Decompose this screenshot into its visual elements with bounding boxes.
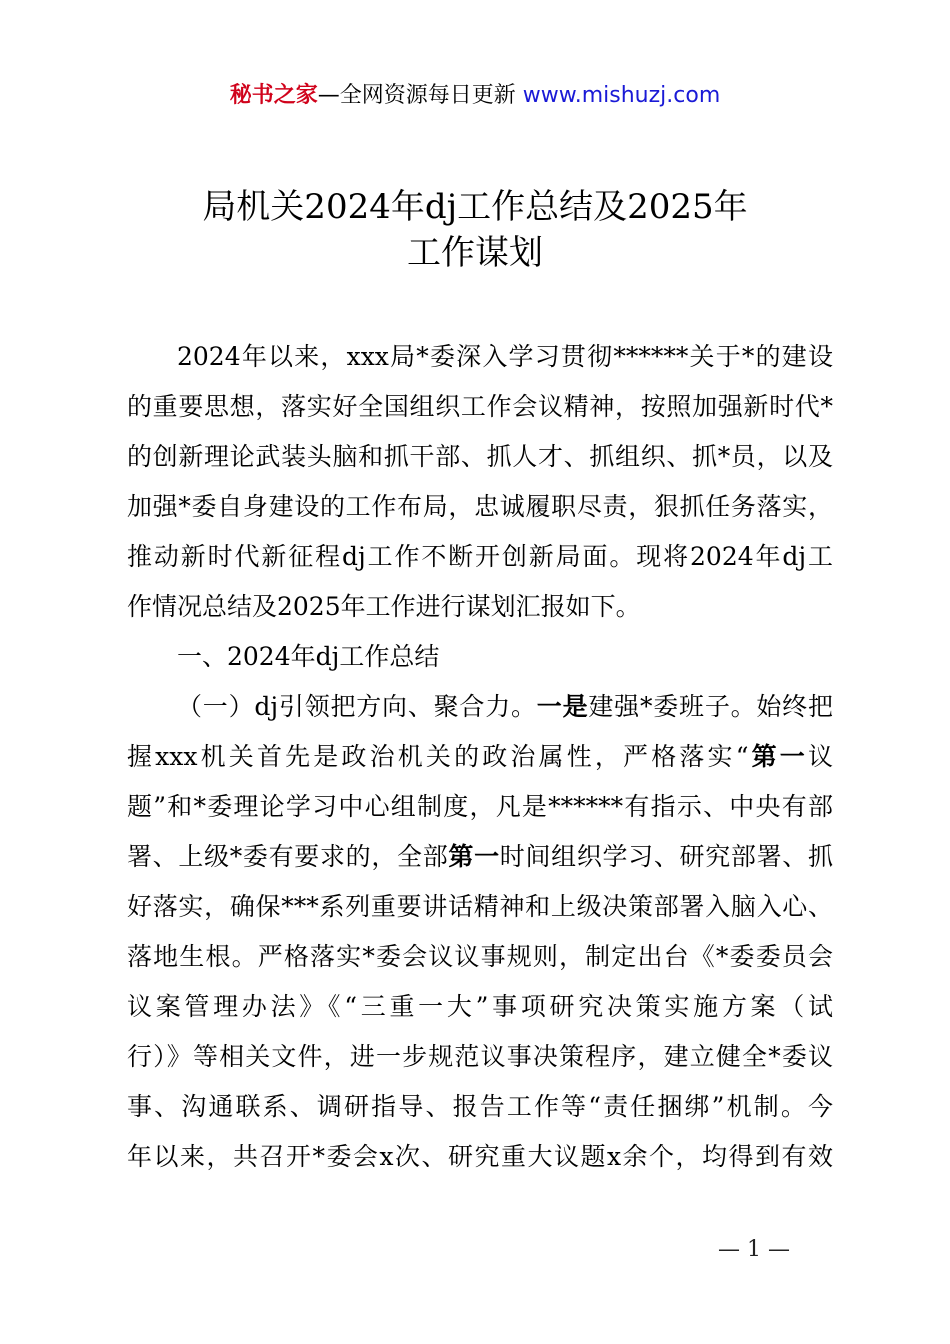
bold-term: 第一 — [448, 842, 500, 871]
para2-line-7: 议案管理办法》《“三重一大”事项研究决策实施方案（试 — [127, 992, 833, 1021]
document-body — [127, 332, 833, 1182]
para2-line-10: 年以来，共召开*委会x次、研究重大议题x余个，均得到有效 — [127, 1142, 833, 1171]
title-line-2: 工作谋划 — [407, 233, 543, 273]
site-header — [0, 80, 950, 112]
section-heading-1: 一、2024年dj工作总结 — [177, 642, 440, 671]
para1-line-2: 的重要思想，落实好全国组织工作会议精神，按照加强新时代* — [127, 392, 833, 421]
para2-line-3: 题”和*委理论学习中心组制度，凡是******有指示、中央有部 — [127, 792, 833, 821]
page-number: — 1 — — [718, 1237, 790, 1262]
para2-line-6: 落地生根。严格落实*委会议议事规则，制定出台《*委委员会 — [127, 942, 833, 971]
bold-marker-first: 一是 — [536, 692, 589, 721]
para2-line-2 — [127, 732, 833, 782]
para2-text: 建强*委班子。始终把 — [588, 692, 833, 721]
para1-line-4: 加强*委自身建设的工作布局，忠诚履职尽责，狠抓任务落实， — [127, 492, 833, 521]
para1-line-1: 2024年以来，xxx局*委深入学习贯彻******关于*的建设 — [177, 342, 833, 371]
para2-line-9: 事、沟通联系、调研指导、报告工作等“责任捆绑”机制。今 — [127, 1092, 833, 1121]
para2-text: 时间组织学习、研究部署、抓 — [499, 842, 833, 871]
para2-line-1 — [127, 682, 833, 732]
para2-text: 握xxx机关首先是政治机关的政治属性，严格落实“ — [127, 742, 749, 771]
para2-line-8: 行）》等相关文件，进一步规范议事决策程序，建立健全*委议 — [127, 1042, 833, 1071]
title-line-1: 局机关2024年dj工作总结及2025年 — [202, 187, 748, 227]
para1-line-3: 的创新理论武装头脑和抓干部、抓人才、抓组织、抓*员，以及 — [127, 442, 833, 471]
para2-text: 议 — [807, 742, 833, 771]
para2-line-5: 好落实，确保***系列重要讲话精神和上级决策部署入脑入心、 — [127, 892, 833, 921]
site-url-link[interactable]: www.mishuzj.com — [522, 83, 721, 108]
para1-line-5: 推动新时代新征程dj工作不断开创新局面。现将2024年dj工 — [127, 542, 833, 571]
header-tagline: —全网资源每日更新 — [317, 83, 523, 108]
para1-line-6: 作情况总结及2025年工作进行谋划汇报如下。 — [127, 592, 641, 621]
para2-text: 署、上级*委有要求的，全部 — [127, 842, 449, 871]
document-title — [0, 184, 950, 276]
para2-line-4 — [127, 832, 833, 882]
brand-name: 秘书之家 — [229, 83, 318, 108]
subsection-heading: （一）dj引领把方向、聚合力。 — [177, 692, 537, 721]
bold-term: 第一 — [748, 742, 808, 771]
